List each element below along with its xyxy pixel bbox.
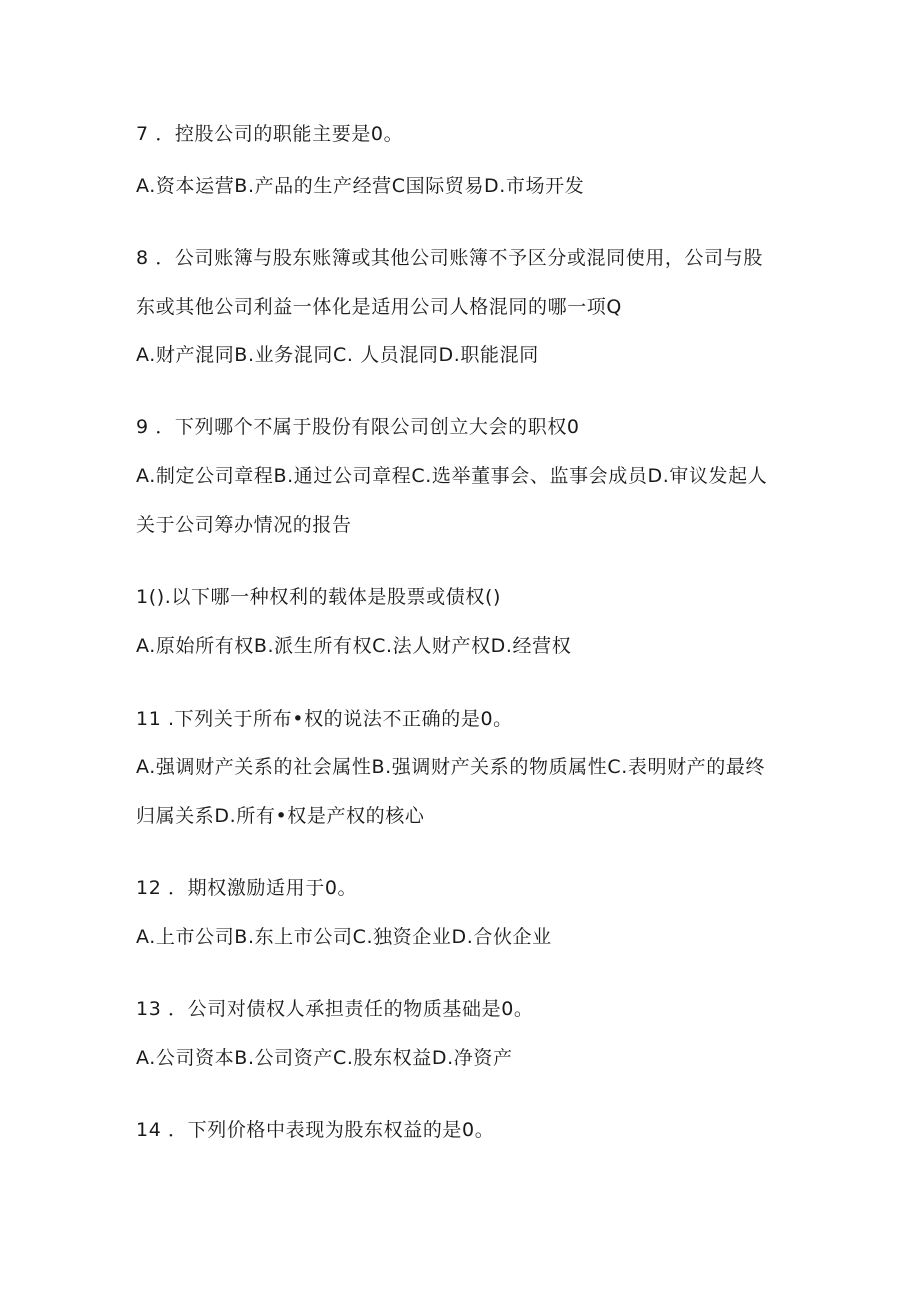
question-14-stem: 14 ．下列价格中表现为股东权益的是0。 bbox=[136, 1119, 495, 1141]
question-10-stem: 1().以下哪一种权利的载体是股票或债权() bbox=[136, 586, 501, 608]
question-11-options-line-1: A.强调财产关系的社会属性B.强调财产关系的物质属性C.表明财产的最终 bbox=[136, 756, 766, 778]
question-9-options-line-2: 关于公司筹办情况的报告 bbox=[136, 514, 352, 536]
question-11-options-line-2: 归属关系D.所有•权是产权的核心 bbox=[136, 805, 425, 827]
question-7-options: A.资本运营B.产品的生产经营C国际贸易D.市场开发 bbox=[136, 175, 585, 197]
question-12-stem: 12 ．期权激励适用于0。 bbox=[136, 877, 358, 899]
question-11-stem: 11 .下列关于所布•权的说法不正确的是0。 bbox=[136, 708, 513, 730]
question-8-stem-line-2: 东或其他公司利益一体化是适用公司人格混同的哪一项Q bbox=[136, 296, 622, 318]
question-12-options: A.上市公司B.东上市公司C.独资企业D.合伙企业 bbox=[136, 926, 552, 948]
question-7-stem: 7 ．控股公司的职能主要是0。 bbox=[136, 123, 404, 145]
question-13-stem: 13 ．公司对债权人承担责任的物质基础是0。 bbox=[136, 998, 534, 1020]
question-8-options: A.财产混同B.业务混同C. 人员混同D.职能混同 bbox=[136, 344, 539, 366]
question-9-stem: 9 ．下列哪个不属于股份有限公司创立大会的职权0 bbox=[136, 416, 580, 438]
question-13-options: A.公司资本B.公司资产C.股东权益D.净资产 bbox=[136, 1047, 513, 1069]
question-9-options-line-1: A.制定公司章程B.通过公司章程C.选举董事会、监事会成员D.审议发起人 bbox=[136, 465, 768, 487]
question-10-options: A.原始所有权B.派生所有权C.法人财产权D.经营权 bbox=[136, 635, 572, 657]
question-8-stem-line-1: 8 ．公司账簿与股东账簿或其他公司账簿不予区分或混同使用，公司与股 bbox=[136, 247, 763, 269]
